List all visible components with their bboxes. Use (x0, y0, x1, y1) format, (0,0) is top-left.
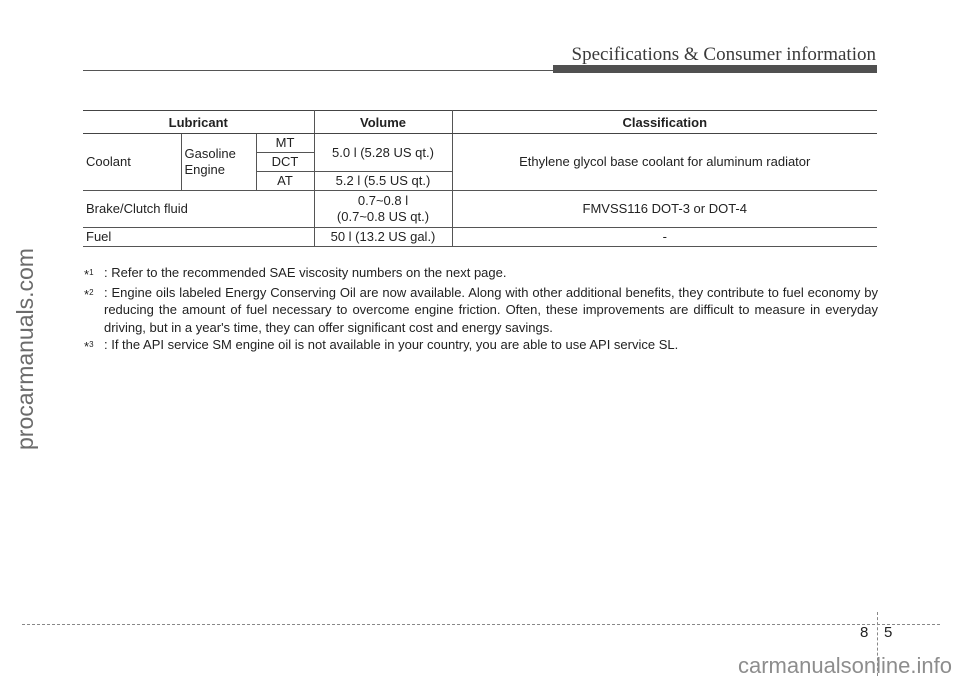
mt-label: MT (256, 134, 314, 153)
fuel-classification: - (452, 228, 877, 247)
page-header-title: Specifications & Consumer information (571, 44, 876, 65)
table-row-coolant-mt (83, 134, 877, 153)
footnote-marker: *$^1$ (84, 267, 94, 282)
brake-volume-line-2: (0.7~0.8 US qt.) (336, 209, 430, 224)
page-number: 5 (884, 624, 893, 641)
dct-label: DCT (256, 153, 314, 172)
coolant-classification: Ethylene glycol base coolant for aluminum radiator (452, 134, 877, 191)
footnote-3 (84, 336, 878, 356)
mt-dct-volume: 5.0 l (5.28 US qt.) (314, 134, 452, 172)
engine-line-1: Gasoline (184, 146, 236, 161)
brake-volume-line-1: 0.7~0.8 l (357, 193, 409, 208)
side-watermark: procarmanuals.com (12, 248, 38, 450)
brake-classification: FMVSS116 DOT-3 or DOT-4 (452, 191, 877, 228)
table-header-row (83, 111, 877, 134)
fuel-label: Fuel (83, 228, 314, 247)
coolant-label: Coolant (83, 134, 181, 191)
header-volume: Volume (314, 111, 452, 134)
footnote-text: : Refer to the recommended SAE viscosity numbers on the next page. (104, 265, 507, 280)
bottom-watermark: carmanualsonline.info (737, 653, 952, 678)
footnote-1 (84, 264, 878, 284)
footnotes (84, 264, 878, 356)
table-row-brake (83, 191, 877, 228)
at-label: AT (256, 172, 314, 191)
header-lubricant: Lubricant (83, 111, 314, 134)
header-divider-thin (83, 70, 553, 71)
chapter-number: 8 (860, 624, 869, 641)
footnote-marker: *$^2$ (84, 286, 94, 302)
footer-divider (22, 624, 940, 625)
header-classification: Classification (452, 111, 877, 134)
footnote-2 (84, 284, 878, 337)
table-row-fuel (83, 228, 877, 247)
header-divider-thick (553, 65, 877, 73)
at-volume: 5.2 l (5.5 US qt.) (314, 172, 452, 191)
fuel-volume: 50 l (13.2 US gal.) (314, 228, 452, 247)
footnote-text: : Engine oils labeled Energy Conserving Oil are now available. Along with other additional benefits, they contribute to fuel economy by reducing the amount of fuel necessary to overcome engine friction. Often, these improvements are difficult to measure in everyday driving, but in a year's time, they can offer significant cost and energy savings. (104, 284, 878, 335)
brake-volume (314, 191, 452, 228)
footnote-text: : If the API service SM engine oil is not available in your country, you are able to use API service SL. (104, 337, 679, 352)
engine-line-2: Engine (184, 162, 225, 177)
gasoline-engine-label (181, 134, 256, 191)
lubricant-spec-table (83, 110, 877, 247)
brake-label: Brake/Clutch fluid (83, 191, 314, 228)
footnote-marker: *$^3$ (84, 339, 94, 354)
